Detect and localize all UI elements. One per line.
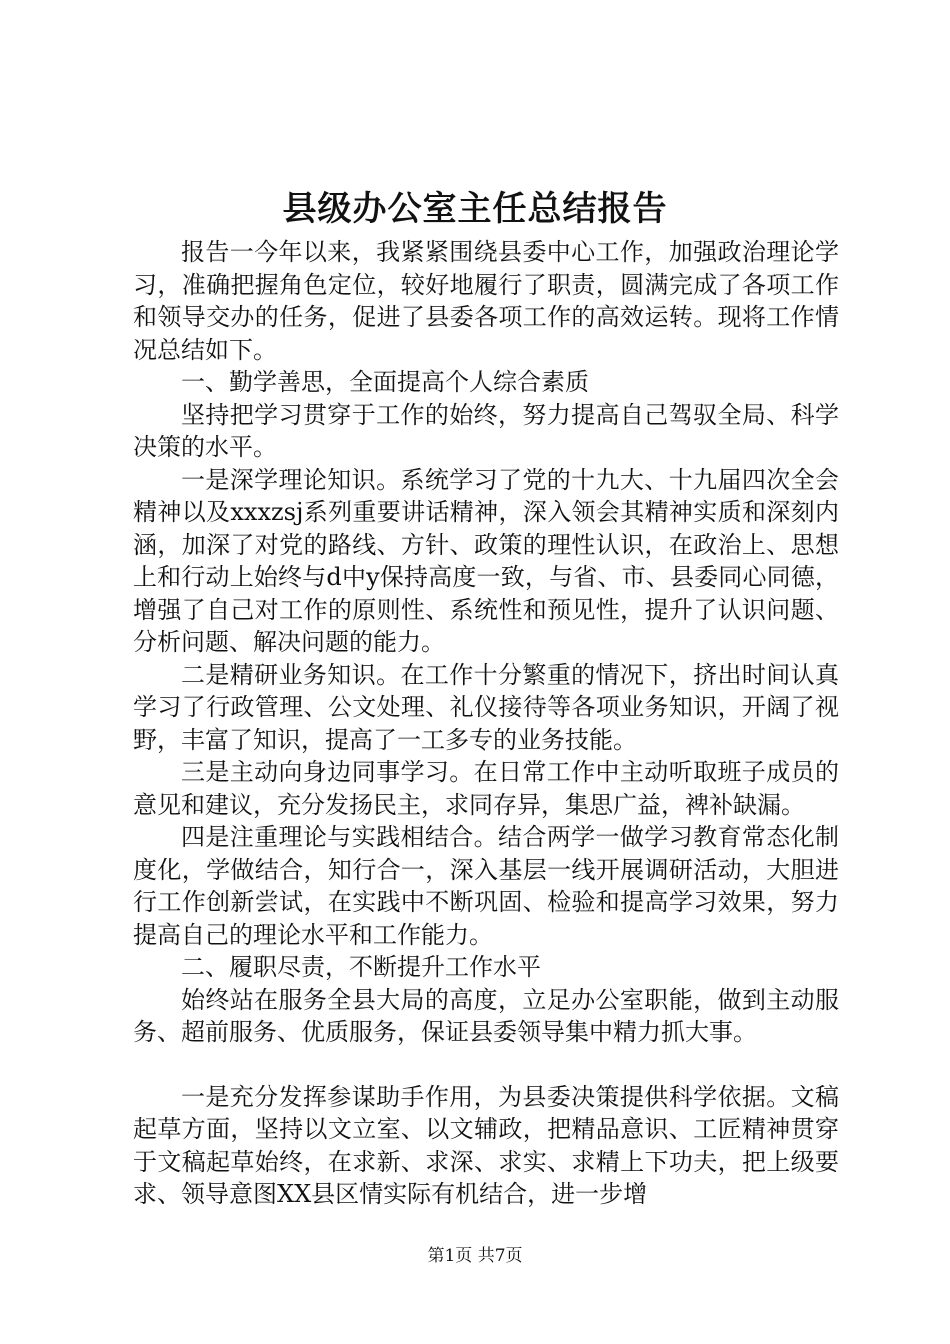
paragraph: 始终站在服务全县大局的高度，立足办公室职能，做到主动服务、超前服务、优质服务，保证县委领导集中精力抓大事。 [133, 985, 839, 1046]
paragraph: 四是注重理论与实践相结合。结合两学一做学习教育常态化制度化，学做结合，知行合一，深入基层一线开展调研活动，大胆进行工作创新尝试，在实践中不断巩固、检验和提高学习效果，努力提高自己的理论水平和工作能力。 [133, 823, 839, 949]
paragraph-intro: 报告一今年以来，我紧紧围绕县委中心工作，加强政治理论学习，准确把握角色定位，较好地履行了职责，圆满完成了各项工作和领导交办的任务，促进了县委各项工作的高效运转。现将工作情况总结如下。 [133, 238, 839, 364]
section-heading-1: 一、勤学善思，全面提高个人综合素质 [181, 368, 589, 396]
paragraph: 一是深学理论知识。系统学习了党的十九大、十九届四次全会精神以及xxxzsj系列重要讲话精神，深入领会其精神实质和深刻内涵，加深了对党的路线、方针、政策的理性认识，在政治上、思想上和行动上始终与d中y保持高度一致，与省、市、县委同心同德，增强了自己对工作的原则性、系统性和预见性，提升了认识问题、分析问题、解决问题的能力。 [133, 465, 839, 656]
paragraph: 坚持把学习贯穿于工作的始终，努力提高自己驾驭全局、科学决策的水平。 [133, 400, 839, 461]
paragraph: 二是精研业务知识。在工作十分繁重的情况下，挤出时间认真学习了行政管理、公文处理、礼仪接待等各项业务知识，开阔了视野，丰富了知识，提高了一工多专的业务技能。 [133, 660, 839, 754]
section-heading-2: 二、履职尽责，不断提升工作水平 [181, 953, 541, 981]
page-footer: 第1页 共7页 [427, 1246, 523, 1266]
paragraph: 一是充分发挥参谋助手作用，为县委决策提供科学依据。文稿起草方面，坚持以文立室、以文辅政，把精品意识、工匠精神贯穿于文稿起草始终，在求新、求深、求实、求精上下功夫，把上级要求、领导意图XX县区情实际有机结合，进一步增 [133, 1082, 839, 1208]
document-body [133, 236, 839, 1211]
document-title: 县级办公室主任总结报告 [282, 189, 668, 229]
paragraph: 三是主动向身边同事学习。在日常工作中主动听取班子成员的意见和建议，充分发扬民主，求同存异，集思广益，裨补缺漏。 [133, 758, 839, 819]
